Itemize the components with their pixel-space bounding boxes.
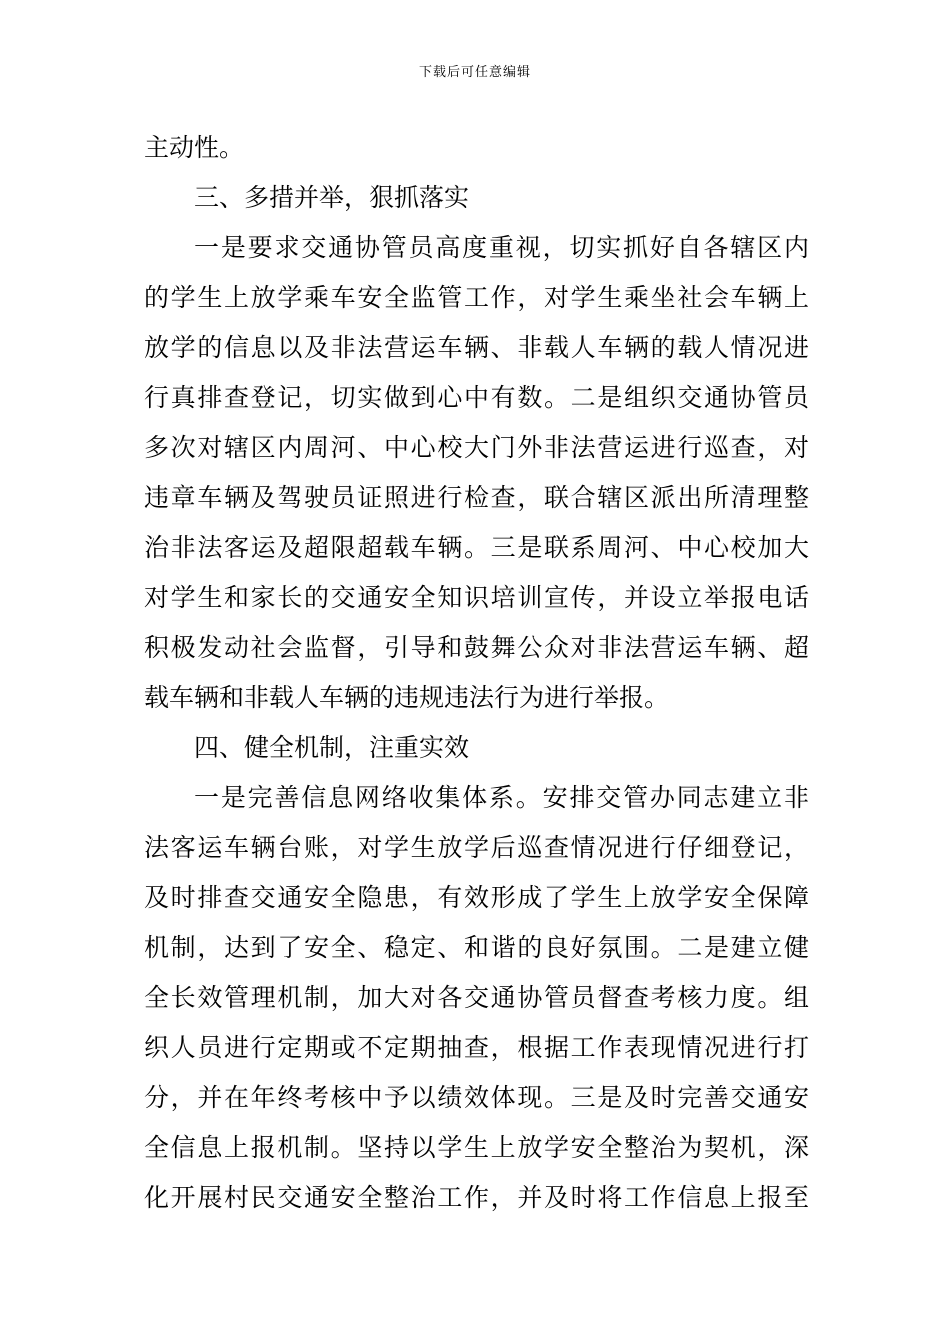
page-header-note: 下载后可任意编辑 [418,65,531,80]
text-line: 行真排查登记，切实做到心中有数。二是组织交通协管员 [144,383,809,412]
text-line: 全信息上报机制。坚持以学生上放学安全整治为契机，深 [144,1133,809,1162]
text-line: 多次对辖区内周河、中心校大门外非法营运进行巡查，对 [144,433,809,462]
text-line: 织人员进行定期或不定期抽查，根据工作表现情况进行打 [144,1033,809,1062]
text-line: 一是完善信息网络收集体系。安排交管办同志建立非 [194,783,809,812]
text-line: 积极发动社会监督，引导和鼓舞公众对非法营运车辆、超 [144,633,809,662]
text-line: 全长效管理机制，加大对各交通协管员督查考核力度。组 [144,983,809,1012]
text-line: 放学的信息以及非法营运车辆、非载人车辆的载人情况进 [144,333,809,362]
text-line: 法客运车辆台账，对学生放学后巡查情况进行仔细登记， [144,833,809,862]
text-line: 治非法客运及超限超载车辆。三是联系周河、中心校加大 [144,533,809,562]
text-line: 主动性。 [144,133,245,162]
text-line: 违章车辆及驾驶员证照进行检查，联合辖区派出所清理整 [144,483,809,512]
text-line: 载车辆和非载人车辆的违规违法行为进行举报。 [144,683,670,712]
text-line: 一是要求交通协管员高度重视，切实抓好自各辖区内 [194,233,809,262]
document-body [144,123,809,1223]
text-line: 及时排查交通安全隐患，有效形成了学生上放学安全保障 [144,883,809,912]
text-line: 化开展村民交通安全整治工作，并及时将工作信息上报至 [144,1183,809,1212]
text-line: 三、多措并举，狠抓落实 [194,183,470,212]
text-line: 的学生上放学乘车安全监管工作，对学生乘坐社会车辆上 [144,283,809,312]
text-line: 对学生和家长的交通安全知识培训宣传，并设立举报电话 [144,583,809,612]
text-line: 机制，达到了安全、稳定、和谐的良好氛围。二是建立健 [144,933,809,962]
text-line: 分，并在年终考核中予以绩效体现。三是及时完善交通安 [144,1083,809,1112]
text-line: 四、健全机制，注重实效 [194,733,470,762]
